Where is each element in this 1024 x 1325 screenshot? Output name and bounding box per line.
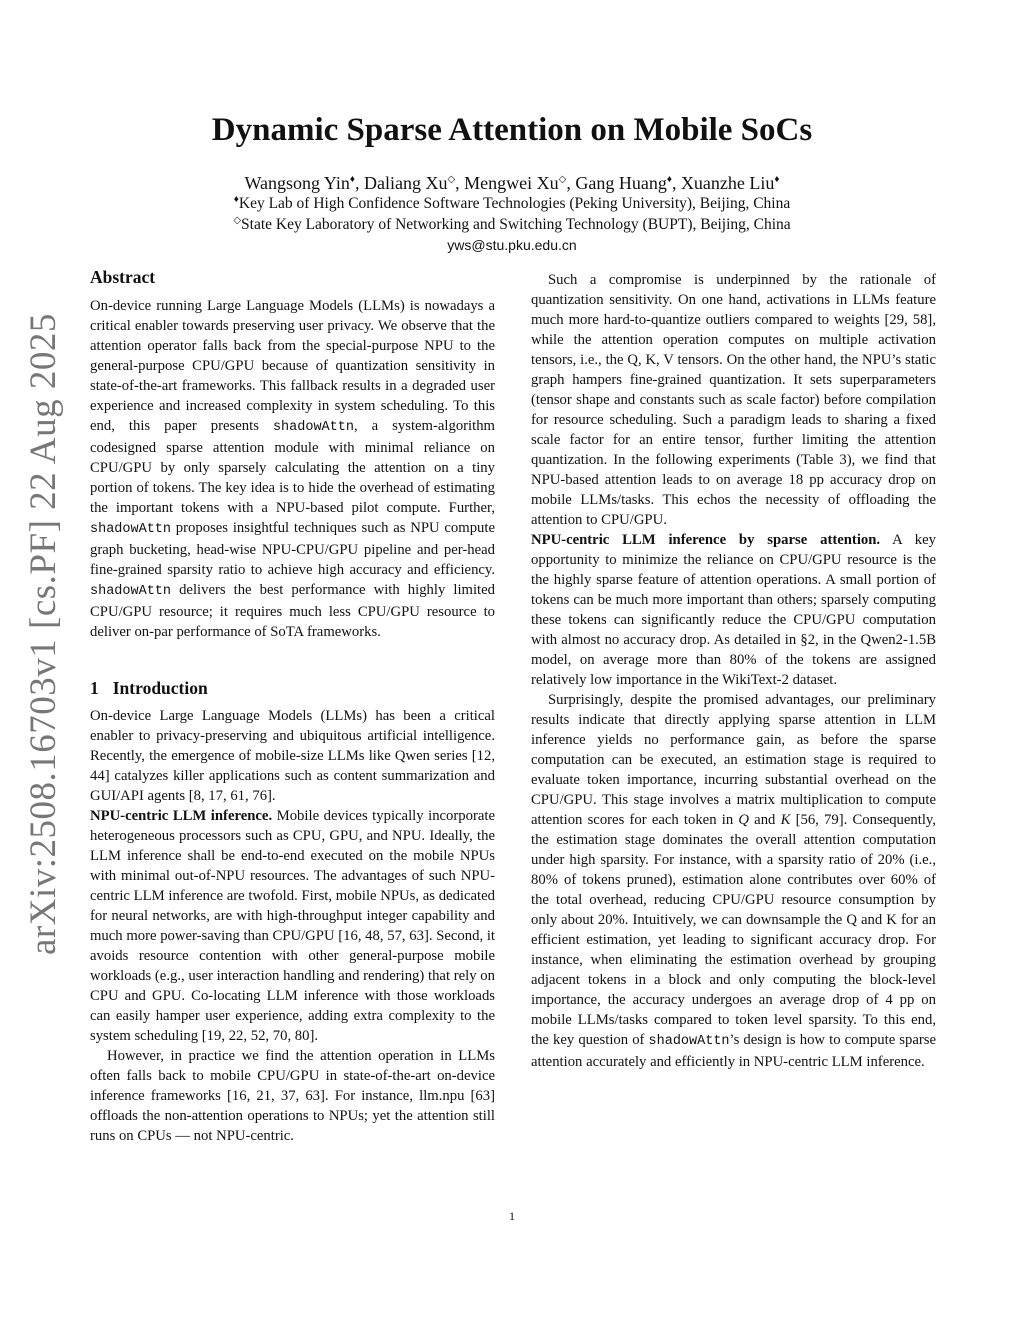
abstract-text-part: delivers the best performance with highly limited CPU/GPU resource; it requires much less CPU/GPU resource to deliver on-par performance of SoTA frameworks. [90, 582, 495, 640]
affiliation-mark: ♦ [349, 174, 355, 185]
author-name: Gang Huang [575, 173, 667, 193]
affiliation-mark: ◇ [233, 214, 242, 226]
intro-paragraph [90, 806, 495, 1046]
author-name: Daliang Xu [363, 173, 448, 193]
abstract-text-part: On-device running Large Language Models (LLMs) is nowadays a critical enabler towards preserving user privacy. We observe that the attention operator falls back from the special-purpose NPU to the general-purpose CPU/GPU because of quantization sensitivity in state-of-the-art frameworks. This fallback results in a degraded user experience and increased complexity in system scheduling. To this end, this paper presents [90, 298, 495, 434]
body-paragraph [531, 690, 936, 1072]
paragraph-text: Surprisingly, despite the promised advantages, our preliminary results indicate that directly applying sparse attention in LLM inference yields no performance gain, as before the sparse computation can be executed, an estimation stage is required to evaluate token importance, incurring substantial overhead on the CPU/GPU. This stage involves a matrix multiplication to compute attention scores for each token in [531, 692, 936, 828]
section-heading-introduction [90, 678, 495, 698]
abstract-text-part: proposes insightful techniques such as NPU compute graph bucketing, head-wise NPU-CPU/GPU pipeline and per-head fine-grained sparsity ratio to achieve high accuracy and efficiency. [90, 520, 495, 578]
math-symbol-q: Q [738, 812, 749, 828]
affiliation-text: State Key Laboratory of Networking and Switching Technology (BUPT), Beijing, China [241, 216, 791, 233]
author-name: Xuanzhe Liu [680, 173, 775, 193]
affiliation-mark: ♦ [666, 174, 672, 185]
system-name-code: shadowAttn [90, 584, 172, 599]
right-column [531, 270, 936, 1072]
author-list: Wangsong Yin♦, Daliang Xu◇, Mengwei Xu◇, Gang Huang♦, Xuanzhe Liu♦ [244, 173, 780, 193]
system-name-code: shadowAttn [272, 420, 354, 435]
body-paragraph: Such a compromise is underpinned by the rationale of quantization sensitivity. On one hand, activations in LLMs feature much more hard-to-quantize outliers compared to weights [29, 58], while the attention operation computes on multiple activation tensors, i.e., the Q, K, V tensors. On the other hand, the NPU’s static graph hampers fine-grained quantization. It sets superparameters (tensor shape and constants such as scale factor) before compilation for resource scheduling. Such a paradigm leads to sharing a fixed scale factor for an entire tensor, further limiting the attention quantization. In the following experiments (Table 3), we find that NPU-based attention leads to on average 18 pp accuracy drop on mobile LLMs/tasks. This echos the necessity of offloading the attention to CPU/GPU. [531, 272, 936, 528]
math-symbol-k: K [780, 812, 791, 828]
paragraph-text: Mobile devices typically incorporate heterogeneous processors such as CPU, GPU, and NPU. Ideally, the LLM inference shall be end-to-end executed on the mobile NPUs with minimal out-of-NPU resources. The advantages of such NPU-centric LLM inference are twofold. First, mobile NPUs, as dedicated for neural networks, are with high-throughput integer capability and much more power-saving than CPU/GPU [16, 48, 57, 63]. Second, it avoids resource contention with other general-purpose mobile workloads (e.g., user interaction handling and rendering) that rely on CPU and GPU. Co-locating LLM inference with those workloads can easily hamper user experience, adding extra complexity to the system scheduling [19, 22, 52, 70, 80]. [90, 808, 495, 1044]
left-column [90, 267, 495, 1146]
page-number: 1 [509, 1209, 515, 1223]
affiliation-mark: ◇ [558, 174, 567, 185]
affiliation-peking [0, 195, 1024, 213]
author-email: yws@stu.pku.edu.cn [447, 237, 577, 253]
intro-paragraph: However, in practice we find the attention operation in LLMs often falls back to mobile CPU/GPU in state-of-the-art on-device inference frameworks [16, 21, 37, 63]. For instance, llm.npu [63] offloads the non-attention operations to NPUs; yet the attention still runs on CPUs — not NPU-centric. [90, 1048, 495, 1144]
paragraph-text: A key opportunity to minimize the reliance on CPU/GPU resource is the the highly sparse feature of attention operations. A small portion of tokens can be much more important than others; sparsely computing these tokens can significantly reduce the CPU/GPU computation with almost no accuracy drop. As detailed in §2, in the Qwen2-1.5B model, on average more than 80% of the tokens are assigned relatively low importance in the WikiText-2 dataset. [531, 532, 936, 688]
affiliation-text: Key Lab of High Confidence Software Technologies (Peking University), Beijing, China [238, 195, 791, 212]
abstract-heading: Abstract [90, 267, 156, 287]
affiliation-mark: ◇ [447, 174, 456, 185]
abstract-text-part: , a system-algorithm codesigned sparse attention module with minimal reliance on CPU/GPU by only sparsely calculating the attention on a tiny portion of tokens. The key idea is to hide the overhead of estimating the important tokens with a NPU-based pilot compute. Further, [90, 418, 495, 516]
paper-title: Dynamic Sparse Attention on Mobile SoCs [211, 112, 813, 148]
intro-paragraph: On-device Large Language Models (LLMs) has been a critical enabler to privacy-preserving and ubiquitous artificial intelligence. Recently, the emergence of mobile-size LLMs like Qwen series [12, 44] catalyzes killer applications such as content summarization and GUI/API agents [8, 17, 61, 76]. [90, 708, 495, 804]
paragraph-run-in-heading: NPU-centric LLM inference. [90, 808, 273, 824]
arxiv-identifier: arXiv:2508.16703v1 [cs.PF] 22 Aug 2025 [23, 313, 64, 955]
author-name: Wangsong Yin [244, 173, 350, 193]
abstract-text [90, 296, 495, 642]
paragraph-text: ’s design is how to compute sparse attention accurately and efficiently in NPU-centric LLM inference. [531, 1032, 937, 1070]
paragraph-run-in-heading: NPU-centric LLM inference by sparse attention. [531, 532, 881, 548]
system-name-code: shadowAttn [648, 1034, 730, 1049]
system-name-code: shadowAttn [90, 522, 172, 537]
affiliation-mark: ♦ [233, 193, 239, 205]
paragraph-text: and [748, 812, 781, 828]
body-paragraph [531, 530, 936, 690]
section-number: 1 [90, 678, 99, 698]
affiliation-bupt [0, 216, 1024, 234]
affiliation-mark: ♦ [774, 174, 780, 185]
section-title: Introduction [112, 678, 208, 698]
paragraph-text: [56, 79]. Consequently, the estimation stage dominates the overall attention computation under high sparsity. For instance, with a sparsity ratio of 20% (i.e., 80% of tokens pruned), estimation alone contributes over 60% of the total overhead, reducing CPU/GPU resource consumption by only about 20%. Intuitively, we can downsample the Q and K for an efficient estimation, yet leading to significant accuracy drop. For instance, when eliminating the estimation overhead by grouping adjacent tokens in a block and only computing the block-level importance, the accuracy undergoes an average drop of 4 pp on mobile LLMs/tasks compared to token level sparsity. To this end, the key question of [531, 812, 936, 1048]
author-name: Mengwei Xu [464, 173, 559, 193]
